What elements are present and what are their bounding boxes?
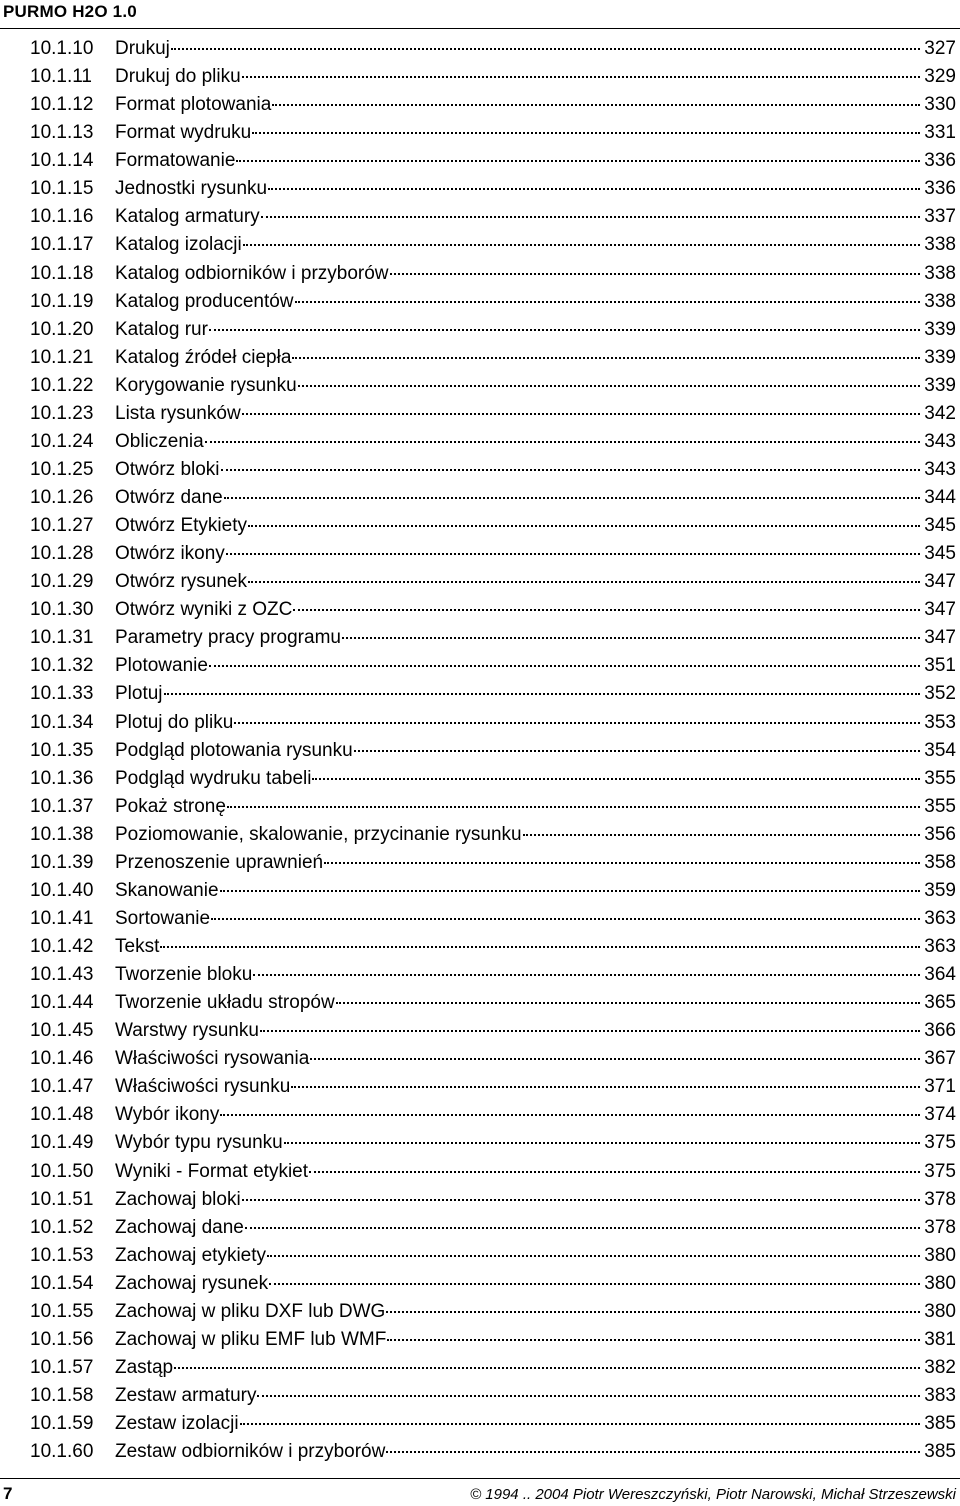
toc-dot-leader	[284, 1142, 921, 1144]
toc-entry-title[interactable]: Właściwości rysunku	[115, 1076, 291, 1098]
toc-entry-number: 10.1.53	[30, 1244, 94, 1266]
toc-entry-title[interactable]: Korygowanie rysunku	[115, 374, 297, 396]
toc-entry[interactable]	[30, 709, 956, 737]
toc-dot-leader	[324, 862, 920, 864]
toc-entry[interactable]	[30, 652, 956, 680]
toc-entry-page[interactable]: 355	[924, 767, 956, 789]
toc-entry-page[interactable]: 339	[924, 318, 956, 340]
toc-entry-number: 10.1.38	[30, 823, 94, 845]
toc-entry-title[interactable]: Zachowaj dane	[115, 1216, 244, 1238]
toc-dot-leader	[164, 693, 921, 695]
toc-entry-number: 10.1.33	[30, 683, 94, 705]
toc-entry-title[interactable]: Tworzenie bloku	[115, 964, 253, 986]
toc-entry-title[interactable]: Przenoszenie uprawnień	[115, 851, 324, 873]
toc-entry-number: 10.1.36	[30, 767, 94, 789]
toc-entry-title[interactable]: Zachowaj etykiety	[115, 1244, 267, 1266]
toc-entry-number: 10.1.26	[30, 487, 94, 508]
toc-entry-number: 10.1.42	[30, 936, 94, 957]
toc-entry[interactable]	[30, 147, 956, 175]
toc-entry[interactable]	[30, 372, 956, 400]
toc-entry-number: 10.1.29	[30, 571, 94, 593]
toc-dot-leader	[310, 1058, 920, 1060]
toc-dot-leader	[252, 132, 920, 134]
toc-entry[interactable]	[30, 91, 956, 119]
toc-entry-page[interactable]: 359	[924, 879, 956, 901]
toc-dot-leader	[386, 1451, 920, 1453]
toc-entry-title[interactable]: Pokaż stronę	[115, 795, 226, 817]
toc-entry-title[interactable]: Otwórz ikony	[115, 543, 225, 565]
toc-entry-page[interactable]: 352	[924, 683, 956, 705]
toc-entry-title[interactable]: Podgląd wydruku tabeli	[115, 767, 312, 789]
toc-entry-number: 10.1.43	[30, 964, 94, 986]
toc-dot-leader	[220, 890, 921, 892]
toc-entry-page[interactable]: 374	[924, 1104, 956, 1126]
toc-entry-title[interactable]: Tworzenie układu stropów	[115, 992, 335, 1014]
toc-dot-leader	[224, 497, 921, 499]
toc-entry[interactable]	[30, 765, 956, 793]
toc-entry-title[interactable]: Zachowaj w pliku EMF lub WMF	[115, 1328, 387, 1350]
toc-entry-number: 10.1.58	[30, 1385, 94, 1406]
toc-entry-page[interactable]: 337	[924, 206, 956, 228]
toc-entry[interactable]	[30, 849, 956, 877]
toc-entry-page[interactable]: 382	[924, 1356, 956, 1378]
toc-entry-page[interactable]: 356	[924, 823, 956, 845]
toc-entry-title[interactable]: Poziomowanie, skalowanie, przycinanie rysunku	[115, 823, 522, 845]
toc-entry-number: 10.1.35	[30, 739, 94, 761]
toc-dot-leader	[387, 1339, 920, 1341]
toc-entry[interactable]	[30, 1101, 956, 1129]
toc-entry[interactable]	[30, 1326, 956, 1354]
toc-entry-number: 10.1.21	[30, 346, 94, 368]
toc-entry[interactable]	[30, 203, 956, 231]
toc-entry[interactable]	[30, 1129, 956, 1157]
toc-entry[interactable]	[30, 260, 956, 288]
toc-dot-leader	[267, 1255, 920, 1257]
toc-entry[interactable]	[30, 1158, 956, 1186]
toc-entry-title[interactable]: Otwórz rysunek	[115, 571, 247, 593]
toc-dot-leader	[209, 329, 920, 331]
toc-entry-number: 10.1.13	[30, 122, 94, 144]
toc-dot-leader	[257, 1395, 920, 1397]
toc-entry-title[interactable]: Format wydruku	[115, 122, 252, 144]
toc-entry-title[interactable]: Drukuj	[115, 38, 170, 59]
toc-entry-page[interactable]: 347	[924, 627, 956, 649]
toc-entry-title[interactable]: Lista rysunków	[115, 402, 241, 424]
toc-dot-leader	[295, 301, 921, 303]
toc-entry[interactable]	[30, 680, 956, 708]
toc-entry[interactable]	[30, 989, 956, 1017]
toc-entry-page[interactable]: 344	[924, 487, 956, 508]
toc-entry-number: 10.1.46	[30, 1048, 94, 1070]
toc-entry-page[interactable]: 364	[924, 964, 956, 986]
toc-dot-leader	[386, 1311, 920, 1313]
toc-entry-number: 10.1.14	[30, 150, 94, 172]
toc-dot-leader	[260, 1030, 920, 1032]
toc-entry-page[interactable]: 375	[924, 1132, 956, 1154]
toc-dot-leader	[242, 76, 921, 78]
toc-entry-title[interactable]: Zachowaj bloki	[115, 1188, 241, 1210]
toc-entry-page[interactable]: 338	[924, 290, 956, 312]
toc-entry-title[interactable]: Zastąp	[115, 1356, 174, 1378]
table-of-contents	[30, 35, 956, 1466]
toc-entry-number: 10.1.47	[30, 1076, 94, 1098]
toc-entry[interactable]	[30, 119, 956, 147]
toc-dot-leader	[242, 1199, 921, 1201]
toc-entry-page[interactable]: 363	[924, 907, 956, 929]
toc-entry-number: 10.1.51	[30, 1188, 94, 1210]
toc-entry-title[interactable]: Warstwy rysunku	[115, 1020, 259, 1042]
toc-entry-title[interactable]: Zachowaj w pliku DXF lub DWG	[115, 1300, 386, 1322]
toc-entry[interactable]	[30, 175, 956, 203]
toc-entry-number: 10.1.25	[30, 458, 94, 480]
toc-entry[interactable]	[30, 512, 956, 540]
toc-entry-number: 10.1.17	[30, 234, 94, 256]
toc-entry-number: 10.1.19	[30, 290, 94, 312]
toc-entry[interactable]	[30, 231, 956, 259]
toc-entry-page[interactable]: 336	[924, 150, 956, 172]
toc-entry-number: 10.1.27	[30, 515, 94, 537]
toc-entry-page[interactable]: 378	[924, 1216, 956, 1238]
toc-entry[interactable]	[30, 1270, 956, 1298]
toc-dot-leader	[248, 525, 920, 527]
toc-entry-page[interactable]: 355	[924, 795, 956, 817]
toc-entry-title[interactable]: Drukuj do pliku	[115, 66, 241, 88]
toc-entry[interactable]	[30, 737, 956, 765]
toc-dot-leader	[272, 104, 920, 106]
toc-entry-number: 10.1.37	[30, 795, 94, 817]
toc-dot-leader	[342, 637, 920, 639]
toc-entry-page[interactable]: 338	[924, 262, 956, 284]
toc-entry-page[interactable]: 385	[924, 1413, 956, 1435]
toc-entry-title[interactable]: Zestaw armatury	[115, 1385, 257, 1406]
toc-entry-title[interactable]: Otwórz bloki	[115, 458, 220, 480]
toc-entry-title[interactable]: Podgląd plotowania rysunku	[115, 739, 353, 761]
toc-entry[interactable]	[30, 1186, 956, 1214]
page-header-title: PURMO H2O 1.0	[3, 2, 137, 21]
toc-entry-title[interactable]: Plotuj do pliku	[115, 711, 234, 733]
toc-entry[interactable]	[30, 568, 956, 596]
toc-entry-number: 10.1.20	[30, 318, 94, 340]
toc-entry-page[interactable]: 353	[924, 711, 956, 733]
toc-entry-title[interactable]: Obliczenia	[115, 430, 204, 452]
toc-entry-number: 10.1.49	[30, 1132, 94, 1154]
toc-dot-leader	[292, 357, 920, 359]
toc-entry-title[interactable]: Katalog odbiorników i przyborów	[115, 262, 389, 284]
toc-entry-page[interactable]: 375	[924, 1160, 956, 1182]
toc-dot-leader	[211, 918, 920, 920]
toc-entry-number: 10.1.50	[30, 1160, 94, 1182]
toc-entry[interactable]	[30, 624, 956, 652]
toc-entry-page[interactable]: 336	[924, 178, 956, 200]
toc-entry-title[interactable]: Plotuj	[115, 683, 163, 705]
toc-entry-title[interactable]: Katalog armatury	[115, 206, 260, 228]
toc-entry[interactable]	[30, 1017, 956, 1045]
toc-dot-leader	[291, 1086, 920, 1088]
toc-entry-number: 10.1.52	[30, 1216, 94, 1238]
toc-entry[interactable]	[30, 456, 956, 484]
toc-entry[interactable]	[30, 1242, 956, 1270]
toc-entry-number: 10.1.23	[30, 402, 94, 424]
toc-entry-page[interactable]: 381	[924, 1328, 956, 1350]
toc-dot-leader	[309, 1171, 920, 1173]
toc-entry[interactable]	[30, 35, 956, 63]
toc-entry-number: 10.1.48	[30, 1104, 94, 1126]
header-divider	[0, 28, 960, 29]
toc-entry-number: 10.1.45	[30, 1020, 94, 1042]
toc-entry-number: 10.1.10	[30, 38, 94, 59]
toc-entry-title[interactable]: Otwórz wyniki z OZC	[115, 599, 293, 621]
footer-divider	[0, 1478, 960, 1479]
toc-entry[interactable]	[30, 1438, 956, 1466]
toc-entry-page[interactable]: 380	[924, 1300, 956, 1322]
toc-dot-leader	[234, 722, 920, 724]
toc-entry-page[interactable]: 343	[924, 458, 956, 480]
toc-entry-page[interactable]: 385	[924, 1441, 956, 1463]
toc-dot-leader	[171, 48, 920, 50]
toc-entry-page[interactable]: 330	[924, 94, 956, 116]
toc-entry[interactable]	[30, 961, 956, 989]
toc-entry-title[interactable]: Zestaw odbiorników i przyborów	[115, 1441, 386, 1463]
toc-dot-leader	[336, 1002, 921, 1004]
toc-entry-number: 10.1.18	[30, 262, 94, 284]
toc-dot-leader	[160, 946, 920, 948]
toc-dot-leader	[227, 806, 920, 808]
toc-entry-title[interactable]: Parametry pracy programu	[115, 627, 341, 649]
toc-entry[interactable]	[30, 344, 956, 372]
toc-entry-number: 10.1.12	[30, 94, 94, 116]
toc-entry-title[interactable]: Plotowanie	[115, 655, 208, 677]
toc-entry-page[interactable]: 354	[924, 739, 956, 761]
toc-entry-number: 10.1.44	[30, 992, 94, 1014]
toc-dot-leader	[253, 974, 920, 976]
toc-entry-page[interactable]: 365	[924, 992, 956, 1014]
toc-entry-number: 10.1.41	[30, 907, 94, 929]
toc-dot-leader	[174, 1367, 920, 1369]
toc-dot-leader	[220, 1114, 920, 1116]
toc-entry-page[interactable]: 378	[924, 1188, 956, 1210]
toc-entry-title[interactable]: Jednostki rysunku	[115, 178, 268, 200]
toc-dot-leader	[261, 216, 921, 218]
toc-entry-page[interactable]: 338	[924, 234, 956, 256]
toc-entry-page[interactable]: 331	[924, 122, 956, 144]
toc-entry-page[interactable]: 327	[924, 38, 956, 59]
toc-dot-leader	[268, 188, 920, 190]
toc-entry-page[interactable]: 342	[924, 402, 956, 424]
toc-entry-page[interactable]: 339	[924, 346, 956, 368]
toc-entry-page[interactable]: 347	[924, 571, 956, 593]
toc-entry-title[interactable]: Formatowanie	[115, 150, 236, 172]
toc-entry[interactable]	[30, 1354, 956, 1382]
toc-entry-title[interactable]: Katalog producentów	[115, 290, 294, 312]
toc-entry-number: 10.1.34	[30, 711, 94, 733]
toc-entry-page[interactable]: 351	[924, 655, 956, 677]
toc-entry[interactable]	[30, 1382, 956, 1410]
toc-dot-leader	[523, 834, 921, 836]
toc-entry-page[interactable]: 371	[924, 1076, 956, 1098]
toc-entry-number: 10.1.39	[30, 851, 94, 873]
toc-entry[interactable]	[30, 316, 956, 344]
toc-dot-leader	[293, 609, 920, 611]
toc-dot-leader	[243, 244, 921, 246]
toc-entry-title[interactable]: Tekst	[115, 936, 160, 957]
toc-entry[interactable]	[30, 877, 956, 905]
toc-entry-page[interactable]: 367	[924, 1048, 956, 1070]
toc-dot-leader	[390, 273, 921, 275]
toc-entry-number: 10.1.57	[30, 1356, 94, 1378]
toc-entry-page[interactable]: 347	[924, 599, 956, 621]
toc-entry[interactable]	[30, 1073, 956, 1101]
toc-dot-leader	[242, 413, 921, 415]
toc-entry-title[interactable]: Katalog izolacji	[115, 234, 242, 256]
toc-entry-title[interactable]: Katalog źródeł ciepła	[115, 346, 292, 368]
toc-entry-page[interactable]: 380	[924, 1272, 956, 1294]
toc-dot-leader	[240, 1423, 921, 1425]
toc-entry-page[interactable]: 380	[924, 1244, 956, 1266]
toc-entry[interactable]	[30, 1410, 956, 1438]
toc-dot-leader	[298, 385, 921, 387]
toc-entry-number: 10.1.22	[30, 374, 94, 396]
toc-entry-title[interactable]: Wybór ikony	[115, 1104, 220, 1126]
toc-entry[interactable]	[30, 821, 956, 849]
toc-entry-title[interactable]: Wybór typu rysunku	[115, 1132, 283, 1154]
toc-entry-title[interactable]: Zestaw izolacji	[115, 1413, 239, 1435]
toc-entry-number: 10.1.24	[30, 430, 94, 452]
toc-dot-leader	[245, 1227, 920, 1229]
toc-entry-title[interactable]: Otwórz Etykiety	[115, 515, 247, 537]
toc-dot-leader	[226, 553, 920, 555]
toc-entry-number: 10.1.56	[30, 1328, 94, 1350]
toc-dot-leader	[205, 441, 921, 443]
toc-entry[interactable]	[30, 1298, 956, 1326]
toc-entry-number: 10.1.40	[30, 879, 94, 901]
toc-entry-title[interactable]: Sortowanie	[115, 907, 211, 929]
footer-copyright: © 1994 .. 2004 Piotr Wereszczyński, Piotr Narowski, Michał Strzeszewski	[470, 1486, 956, 1503]
footer-page-number: 7	[3, 1484, 13, 1503]
toc-entry-title[interactable]: Format plotowania	[115, 94, 272, 116]
toc-entry-title[interactable]: Katalog rur	[115, 318, 208, 340]
toc-entry-title[interactable]: Skanowanie	[115, 879, 219, 901]
toc-entry[interactable]	[30, 400, 956, 428]
toc-entry[interactable]	[30, 63, 956, 91]
toc-entry-number: 10.1.59	[30, 1413, 94, 1435]
toc-entry-page[interactable]: 339	[924, 374, 956, 396]
toc-dot-leader	[236, 160, 920, 162]
toc-entry[interactable]	[30, 933, 956, 961]
toc-entry-page[interactable]: 343	[924, 430, 956, 452]
toc-entry-number: 10.1.28	[30, 543, 94, 565]
toc-entry-number: 10.1.16	[30, 206, 94, 228]
toc-entry-title[interactable]: Wyniki - Format etykiet	[115, 1160, 309, 1182]
toc-entry-page[interactable]: 345	[924, 515, 956, 537]
toc-entry-title[interactable]: Właściwości rysowania	[115, 1048, 310, 1070]
toc-dot-leader	[248, 581, 920, 583]
toc-entry[interactable]	[30, 428, 956, 456]
toc-entry[interactable]	[30, 1045, 956, 1073]
toc-entry[interactable]	[30, 484, 956, 512]
toc-entry-number: 10.1.54	[30, 1272, 94, 1294]
toc-entry[interactable]	[30, 288, 956, 316]
toc-entry-page[interactable]: 363	[924, 936, 956, 957]
toc-entry[interactable]	[30, 596, 956, 624]
toc-entry-number: 10.1.60	[30, 1441, 94, 1463]
toc-entry-number: 10.1.30	[30, 599, 94, 621]
toc-entry-page[interactable]: 366	[924, 1020, 956, 1042]
toc-entry-number: 10.1.15	[30, 178, 94, 200]
toc-entry-title[interactable]: Zachowaj rysunek	[115, 1272, 269, 1294]
toc-entry-number: 10.1.31	[30, 627, 94, 649]
toc-entry-number: 10.1.55	[30, 1300, 94, 1322]
toc-dot-leader	[269, 1283, 920, 1285]
toc-dot-leader	[209, 665, 920, 667]
toc-entry[interactable]	[30, 793, 956, 821]
toc-entry-number: 10.1.11	[30, 66, 92, 88]
toc-dot-leader	[221, 469, 921, 471]
toc-entry-number: 10.1.32	[30, 655, 94, 677]
toc-entry-page[interactable]: 383	[924, 1385, 956, 1406]
toc-entry[interactable]	[30, 1214, 956, 1242]
toc-entry-page[interactable]: 329	[924, 66, 956, 88]
toc-dot-leader	[354, 750, 921, 752]
toc-entry-title[interactable]: Otwórz dane	[115, 487, 223, 508]
toc-entry[interactable]	[30, 905, 956, 933]
toc-entry-page[interactable]: 345	[924, 543, 956, 565]
toc-dot-leader	[312, 778, 920, 780]
toc-entry-page[interactable]: 358	[924, 851, 956, 873]
toc-entry[interactable]	[30, 540, 956, 568]
